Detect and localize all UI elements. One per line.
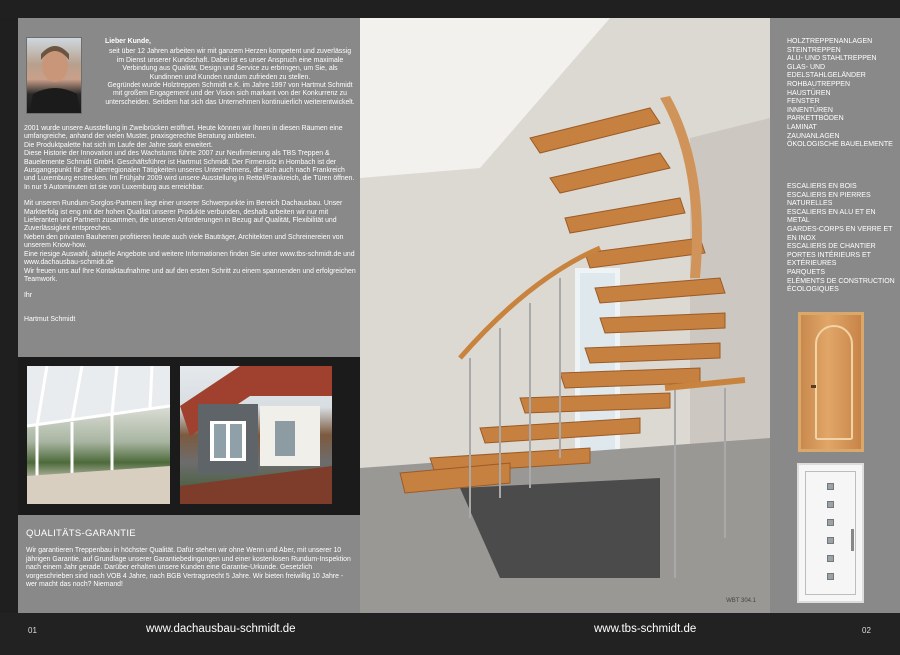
website-link-dachausbau[interactable]: www.dachausbau-schmidt.de <box>146 623 296 635</box>
website-link-tbs[interactable]: www.tbs-schmidt.de <box>594 623 697 635</box>
body-paragraph: Mit unseren Rundum-Sorglos-Partnern liegt einer unserer Schwerpunkte im Bereich Dachausbau. Unser Markterfolg ist eng mit der hohen Qualität unserer Produkte verbunden, deshalb arbeiten wir nur mit Lieferanten und Partnern zusammen, die unseren Anforderungen in Bezug auf Qualität, Flexibilität und Zuverlässigkeit entsprechen. <box>24 200 343 233</box>
product-list-item: HOLZTREPPENANLAGEN <box>787 38 873 45</box>
signature-name: Hartmut Schmidt <box>24 316 76 323</box>
product-list-item: PARQUETS <box>787 268 825 276</box>
intro-paragraph: Gegründet wurde Holztreppen Schmidt e.K. im Jahre 1997 von Hartmut Schmidt mit großem Engagement und der Vision sich markant von der Konkurrenz zu unterscheiden. Seitdem hat sich das Unternehmen kontinuierlich weiterentwickelt. <box>105 82 355 106</box>
body-paragraph: 2001 wurde unsere Ausstellung in Zweibrücken eröffnet. Heute können wir Ihnen in diesen Räumen eine umfangreiche, anhand der vielen Muster, praxisgerechte Beratung anbieten. <box>24 125 343 141</box>
intro-paragraph: seit über 12 Jahren arbeiten wir mit ganzem Herzen kompetent und zuverlässig im Dienst unserer Kundschaft. Dabei ist es unser Anspruch eine maximale Verbindung aus Qualität, Design und Service zu erbringen, um Sie, als Kundinnen und Kunden rundum zufrieden zu stellen. <box>108 48 352 81</box>
body-paragraph: Eine riesige Auswahl, aktuelle Angebote und weitere Informationen finden Sie unter www.tbs-schmidt.de und www.dachausbau-schmidt.de <box>24 250 355 267</box>
portrait-photo <box>26 37 82 114</box>
product-list-item: ÖKOLOGISCHE BAUELEMENTE <box>787 141 893 149</box>
white-door-photo <box>797 463 864 603</box>
product-list-item: ESCALIERS EN PIERRES NATURELLES <box>787 191 871 208</box>
top-bar <box>0 0 900 18</box>
product-list-french <box>787 183 897 295</box>
product-list-item: ZAUNANLAGEN <box>787 132 840 140</box>
guarantee-title: QUALITÄTS-GARANTIE <box>26 528 136 539</box>
body-paragraph: Wir freuen uns auf Ihre Kontaktaufnahme und auf den ersten Schritt zu einem spannenden und erfolgreichen Teamwork. <box>24 267 356 283</box>
wooden-door-photo <box>798 312 864 452</box>
guarantee-text: Wir garantieren Treppenbau in höchster Qualität. Dafür stehen wir ohne Wenn und Aber, mit unserer 10 jährigen Garantie, auf Grundlage unserer Garantiebedingungen und einer kostenlosen Rundum-Inspektion nach einem Jahr gerade. Darüber erhalten unsere Kunden eine Garantie-Urkunde. Gesetzlich vorgeschrieben sind nach VOB 4 Jahre, nach BGB Vertragsrecht 5 Jahre. Wir bieten freiwillig 10 Jahre - wer macht das noch? Niemand! <box>26 547 351 589</box>
product-list-item: INNENTÜREN <box>787 106 833 114</box>
page-number-left: 01 <box>28 626 37 635</box>
product-list-item: GLAS- UND EDELSTAHLGELÄNDER <box>787 63 866 80</box>
footer-bar <box>0 613 900 655</box>
product-list-item: ESCALIERS DE CHANTIER <box>787 243 876 251</box>
product-list-item: FENSTER <box>787 98 820 106</box>
intro-text <box>105 38 355 107</box>
closing-text: Ihr <box>24 292 33 299</box>
product-list-item: STEINTREPPEN <box>787 46 841 54</box>
page-number-right: 02 <box>862 626 871 635</box>
dormer-house-photo <box>180 366 332 504</box>
product-list-item: ESCALIERS EN BOIS <box>787 183 857 190</box>
product-list-item: PARKETTBÖDEN <box>787 115 844 123</box>
body-paragraph: Diese Historie der Innovation und des Wachstums führte 2007 zur Neufirmierung als TBS Treppen & Bauelemente Schmidt GmbH. Geschäftsführer ist Hartmut Schmidt. Der Firmensitz in Hombach ist der Ausgangspunkt für die überregionalen Tätigkeiten unseres Unternehmens, die sich auch nach Frankreich und Luxemburg erstrecken. Im Frühjahr 2009 wird unsere Ausstellung in Rettel/Frankreich, die Türen öffnen. In nur 5 Autominuten ist sie von Luxemburg aus erreichbar. <box>24 150 355 191</box>
product-list-item: LAMINAT <box>787 123 817 131</box>
product-list-item: ALU- UND STAHLTREPPEN <box>787 55 877 63</box>
body-paragraph: Die Produktpalette hat sich im Laufe der Jahre stark erweitert. <box>24 141 213 149</box>
staircase-photo <box>360 18 770 613</box>
product-list-item: ROHBAUTREPPEN <box>787 80 851 88</box>
product-list-german <box>787 38 897 150</box>
body-text <box>24 125 356 284</box>
greeting: Lieber Kunde, <box>105 38 151 45</box>
product-list-item: HAUSTÜREN <box>787 89 831 97</box>
body-paragraph: Neben den privaten Bauherren profitieren heute auch viele Bauträger, Architekten und Schreinereien von unserem Know-how. <box>24 233 344 250</box>
product-list-item: GARDES-CORPS EN VERRE ET EN INOX <box>787 225 893 242</box>
conservatory-photo <box>27 366 170 504</box>
product-list-item: ESCALIERS EN ALU ET EN METAL <box>787 208 876 225</box>
product-list-item: ELÉMENTS DE CONSTRUCTION ÉCOLOGIQUES <box>787 277 895 294</box>
image-code-label: WBT 304.1 <box>726 598 756 604</box>
product-list-item: PORTES INTÉRIEURS ET EXTÉRIEURES <box>787 251 871 268</box>
